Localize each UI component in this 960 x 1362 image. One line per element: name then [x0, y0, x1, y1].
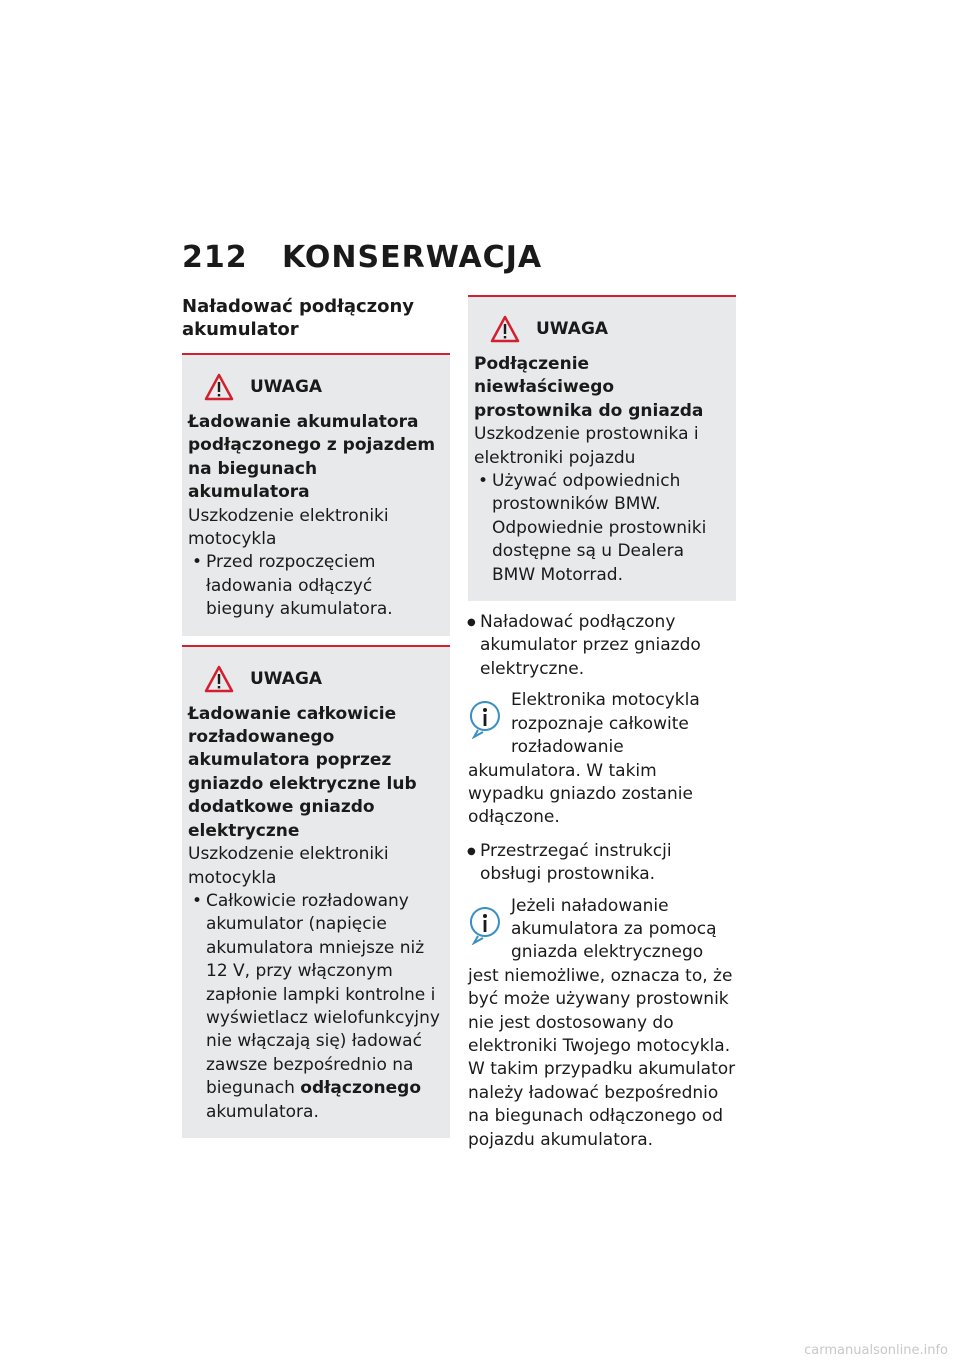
warning-triangle-icon: [204, 373, 234, 401]
info-note: Jeżeli naładowanie akumulatora za pomocą gniazda elektrycznego jest niemożliwe, oznacza to, że być może używany prostownik nie jest dostosowany do elektroniki Twojego motocykla. W takim przypadku akumulator należy ładować bezpośrednio na biegunach odłączonego od pojazdu akumulatora.: [468, 895, 736, 1150]
page-header: [182, 240, 542, 275]
warning-label: UWAGA: [250, 377, 323, 397]
warning-instruction: • Używać odpowiednich prostowników BMW. Odpowiednie prostowniki dostępne są u Dealera BMW Motorrad.: [474, 470, 728, 587]
warning-label: UWAGA: [536, 319, 609, 339]
warning-consequence: Uszkodzenie elektroniki motocykla: [188, 505, 389, 550]
warning-label: UWAGA: [250, 668, 323, 689]
warning-consequence: Uszkodzenie prostownika i elektroniki pojazdu: [474, 424, 699, 468]
footer-watermark: carmanualsonline.info: [804, 1343, 948, 1358]
warning-box: [182, 353, 450, 636]
procedure-step: ● Naładować podłączony akumulator przez gniazdo elektryczne.: [468, 611, 736, 681]
warning-title: Podłączenie niewłaściwego prostownika do gniazda: [474, 354, 704, 421]
info-icon: [468, 699, 502, 739]
procedure-step: ● Przestrzegać instrukcji obsługi prostownika.: [468, 840, 736, 887]
left-column: [182, 295, 450, 1147]
section-title: Naładować podłączony akumulator: [182, 296, 415, 340]
warning-triangle-icon: [490, 315, 520, 343]
warning-title: Ładowanie akumulatora podłączonego z pojazdem na biegunach akumulatora: [188, 412, 436, 503]
warning-title: Ładowanie całkowicie rozładowanego akumulatora poprzez gniazdo elektryczne lub dodatkowe gniazdo elektryczne: [188, 703, 417, 841]
warning-box: [468, 295, 736, 601]
warning-triangle-icon: [204, 665, 234, 693]
warning-consequence: Uszkodzenie elektroniki motocykla: [188, 844, 389, 888]
info-icon: [468, 905, 502, 945]
warning-instruction: • Przed rozpoczęciem ładowania odłączyć bieguny akumulatora.: [188, 551, 442, 621]
warning-box: [182, 645, 450, 1138]
warning-instruction: • Całkowicie rozładowany akumulator (napięcie akumulatora mniejsze niż 12 V, przy włączonym zapłonie lampki kontrolne i wyświetlacz wielofunkcyjny nie włączają się) ładować zawsze bezpośrednio na biegunach odłączonego akumulatora.: [188, 890, 442, 1124]
page-number: 212: [182, 240, 248, 275]
info-note: Elektronika motocykla rozpoznaje całkowite rozładowanie akumulatora. W takim wypadku gniazdo zostanie odłączone.: [468, 690, 700, 828]
right-column: [468, 295, 736, 1160]
chapter-title: KONSERWACJA: [282, 240, 543, 275]
